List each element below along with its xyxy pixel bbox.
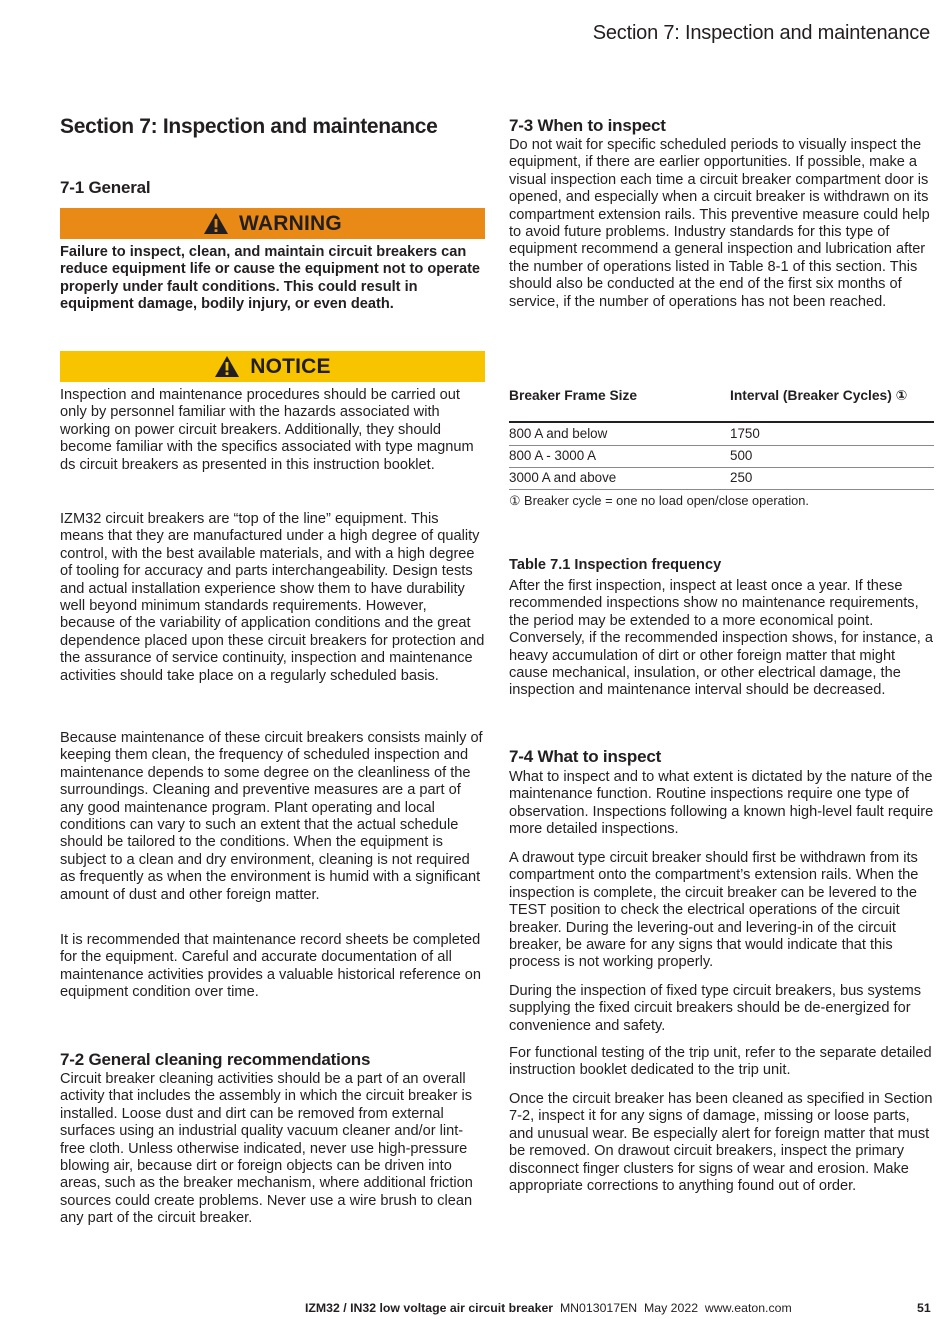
table-cell-interval: 250 [730,470,753,485]
heading-cleaning: 7-2 General cleaning recommendations [60,1050,371,1069]
footer-doc-id: MN013017EN [559,1301,638,1315]
paragraph-after-first: After the first inspection, inspect at least once a year. If these recommended inspections show no maintenance requirements, the period may be extended to a more economical point. Conversely, if the recommended inspection shows, for instance, a heavy accumulation of dirt or other foreign matter that might cause mechanical, insulation, or other electrical damage, the inspection and maintenance interval should be decreased. [509,578,933,699]
paragraph-quality: IZM32 circuit breakers are “top of the line” equipment. This means that they are manufactured under a high degree of quality control, with the best available materials, and with a high degree of tooling for accuracy and parts interchangeability. Design tests and actual installation experience show them to have durability well beyond minimum standards requirements. However, because of the variability of application conditions and the great dependence placed upon these circuit breakers for protection and the assurance of service continuity, inspection and maintenance activities should take place on a regularly scheduled basis. [60,511,485,684]
table-header-interval: Interval (Breaker Cycles) ① [730,388,908,403]
table-header-frame-size: Breaker Frame Size [509,388,638,403]
paragraph-records: It is recommended that maintenance record sheets be completed for the equipment. Careful and accurate documentation of all maintenance activities provides a valuable historical reference on equipment condition over time. [60,932,482,1001]
table-cell-interval: 500 [730,448,753,463]
table-header-rule [509,421,934,423]
table-cell-size: 3000 A and above [509,470,617,485]
paragraph-what: What to inspect and to what extent is dictated by the nature of the maintenance function. Routine inspections require one type of observation. Inspections following a known high-level fault require more detailed inspections. [509,769,934,838]
paragraph-frequency: Because maintenance of these circuit breakers consists mainly of keeping them clean, the frequency of scheduled inspection and maintenance depends to some degree on the cleanliness of the surroundings. Cleaning and preventive measures are a part of any good maintenance program. Plant operating and local conditions can vary to such an extent that the actual schedule should be tailored to the conditions. When the equipment is subject to a clean and dry environment, cleaning is not required as frequently as when the environment is humid with a significant amount of dust and other foreign matter. [60,730,483,903]
heading-when-to-inspect: 7-3 When to inspect [509,116,666,135]
paragraph-cleaning: Circuit breaker cleaning activities should be a part of an overall activity that includes the assembly in which the circuit breaker is installed. Loose dust and dirt can be removed from external surfaces using an industrial quality vacuum cleaner and/or lint-free cloth. Unless otherwise indicated, never use high-pressure blowing air, because dirt or foreign objects can be driven into areas, such as the breaker mechanism, where additional friction sources could create problems. Never use a wire brush to clean any part of the circuit breaker. [60,1071,473,1227]
table-row-rule [509,489,934,490]
paragraph-fixed: During the inspection of fixed type circuit breakers, bus systems supplying the fixed circuit breakers should be de-energized for convenience and safety. [509,983,922,1034]
heading-what-to-inspect: 7-4 What to inspect [509,747,662,766]
notice-triangle-icon [214,355,240,378]
section-title: Section 7: Inspection and maintenance [60,115,438,138]
table-row-rule [509,467,934,468]
warning-banner [60,208,485,239]
table-caption: Table 7.1 Inspection frequency [509,557,722,573]
warning-text: Failure to inspect, clean, and maintain circuit breakers can reduce equipment life or cause the equipment not to operate properly under fault conditions. This could result in equipment damage, bodily injury, or even death. [60,244,481,313]
page-number: 51 [917,1301,931,1315]
table-cell-interval: 1750 [730,426,760,441]
warning-triangle-icon [203,212,229,235]
footer-product: IZM32 / IN32 low voltage air circuit breaker [305,1301,554,1315]
footer-url[interactable]: www.eaton.com [704,1301,792,1315]
notice-label: NOTICE [250,354,331,378]
table-cell-size: 800 A and below [509,426,608,441]
notice-banner [60,351,485,382]
paragraph-drawout: A drawout type circuit breaker should first be withdrawn from its compartment onto the compartment’s extension rails. When the inspection is complete, the circuit breaker can be levered to the TEST position to check the electrical operations of the circuit breaker. During the levering-out and levering-in of the circuit breaker, be aware for any signs that would indicate that this process is not working properly. [509,850,919,971]
paragraph-trip-unit: For functional testing of the trip unit, refer to the separate detailed instruction booklet dedicated to the trip unit. [509,1045,932,1079]
table-row-rule [509,445,934,446]
paragraph-damage: Once the circuit breaker has been cleaned as specified in Section 7-2, inspect it for any signs of damage, missing or loose parts, and unusual wear. Be especially alert for foreign matter that must be removed. On drawout circuit breakers, inspect the primary disconnect finger clusters for signs of wear and erosion. Make appropriate corrections to anything found out of order. [509,1091,933,1195]
footer-date: May 2022 [644,1301,699,1315]
paragraph-when: Do not wait for specific scheduled periods to visually inspect the equipment, if there are earlier opportunities. If possible, make a visual inspection each time a circuit breaker compartment door is opened, and especially when a circuit breaker is withdrawn on its compartment extension rails. This preventive measure could help to avoid future problems. Industry standards for this type of equipment recommend a general inspection and lubrication after the number of operations listed in Table 8-1 of this section. This should also be conducted at the end of the first six months of service, if the number of operations has not been reached. [509,137,930,310]
table-cell-size: 800 A - 3000 A [509,448,597,463]
table-footnote: ① Breaker cycle = one no load open/close operation. [509,493,809,508]
heading-general: 7-1 General [60,178,151,197]
running-header: Section 7: Inspection and maintenance [592,22,930,44]
footer-line [305,1301,792,1315]
paragraph-personnel: Inspection and maintenance procedures should be carried out only by personnel familiar with the hazards associated with working on power circuit breakers. Additionally, they should become familiar with the specifics associated with type magnum ds circuit breakers as presented in this instruction booklet. [60,387,474,473]
warning-label: WARNING [239,211,342,235]
